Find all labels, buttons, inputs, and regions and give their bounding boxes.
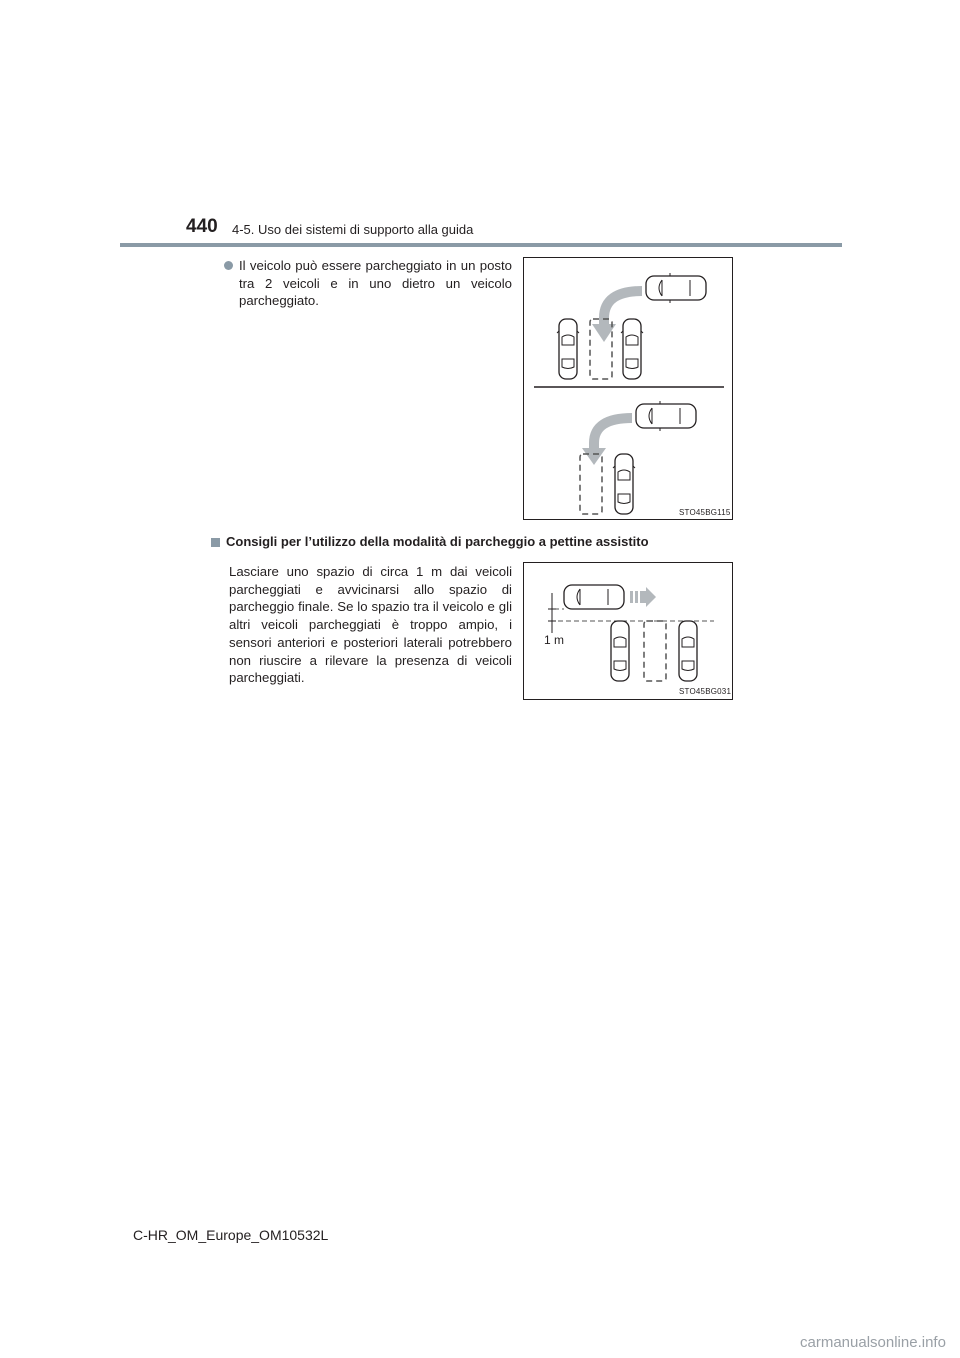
subheading: Consigli per l’utilizzo della modalità di parcheggio a pettine assistito [226,534,649,549]
moving-car [564,585,624,609]
direction-arrow [630,587,656,607]
watermark: carmanualsonline.info [800,1334,946,1351]
section-title: 4-5. Uso dei sistemi di supporto alla guida [232,222,474,237]
target-space [644,621,666,681]
page-number: 440 [186,216,218,237]
header-rule [120,243,842,247]
body-text: Lasciare uno spazio di circa 1 m dai veicoli parcheggiati e avvicinarsi allo spazio di parcheggio finale. Se lo spazio tra il veicolo e gli altri veicoli parcheggiati è troppo ampio, i sensori anteriori e posteriori laterali potrebbero non riuscire a rilevare la presenza di veicoli parcheggiati. [229,564,512,686]
footer-doc-id: C-HR_OM_Europe_OM10532L [133,1227,329,1243]
figure-code: STO45BG031 [679,687,732,696]
parked-car-left [557,319,579,379]
figure-parking-positions [523,257,733,520]
figure-parking-positions-drawing [524,258,732,519]
figure-approach-distance [523,562,733,700]
parked-car-bottom [613,454,635,514]
moving-car-bottom [636,401,696,431]
moving-car-top [646,273,706,303]
bullet-dot-icon [223,257,235,269]
parked-car-right [679,621,697,681]
distance-label: 1 m [544,633,565,647]
figure-approach-distance-drawing [524,563,732,699]
parked-car-right [621,319,643,379]
figure-code: STO45BG115 [679,508,731,517]
square-bullet-icon [211,538,220,547]
target-space-bottom [580,454,602,514]
parked-car-left [611,621,629,681]
bullet-text: Il veicolo può essere parcheggiato in un posto tra 2 veicoli e in uno dietro un veicolo parcheggiato. [239,258,512,309]
